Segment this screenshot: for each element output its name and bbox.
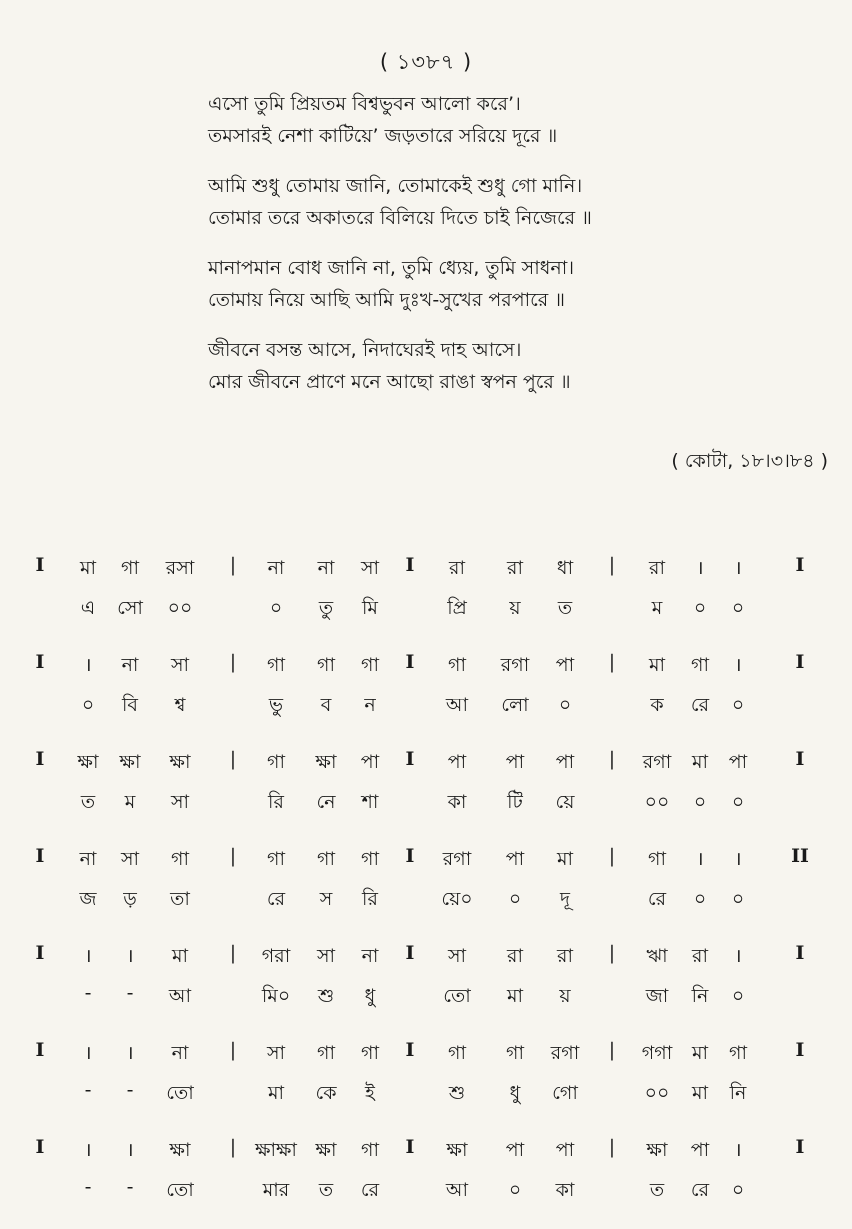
end-barline: I xyxy=(795,1136,805,1158)
swara-note: গা xyxy=(691,654,709,676)
lyric-syllable: ত xyxy=(318,1179,334,1201)
swara-note: গা xyxy=(361,848,379,870)
barline: | xyxy=(229,1136,237,1158)
lyric-syllable: ০ xyxy=(269,597,283,619)
lyric-syllable: মা xyxy=(691,1082,709,1104)
swara-note: । xyxy=(696,848,704,870)
swara-note: মা xyxy=(648,654,666,676)
lyric-line: মোর জীবনে প্রাণে মনে আছো রাঙা স্বপন পুরে ॥ xyxy=(208,371,571,393)
swara-note: । xyxy=(84,945,92,967)
lyric-syllable: নে xyxy=(316,791,336,813)
lyric-syllable: ০ xyxy=(693,888,707,910)
swara-note: । xyxy=(126,1139,134,1161)
swara-note: মা xyxy=(691,1042,709,1064)
swara-note: রগা xyxy=(550,1042,580,1064)
start-barline: I xyxy=(35,1136,45,1158)
lyric-syllable: - xyxy=(126,982,134,1004)
end-barline: I xyxy=(795,748,805,770)
lyric-syllable: - xyxy=(84,1176,92,1198)
lyric-syllable: য়ে০ xyxy=(441,888,473,910)
source-note: ( কোটা, ১৮।৩।৮৪ ) xyxy=(671,450,828,472)
swara-note: সা xyxy=(120,848,140,870)
lyric-line: জীবনে বসন্ত আসে, নিদাঘেরই দাহ আসে। xyxy=(208,339,522,361)
lyric-syllable: ০ xyxy=(508,888,522,910)
lyric-syllable: ০ xyxy=(731,985,745,1007)
swara-note: ক্ষা xyxy=(315,751,337,773)
lyric-syllable: প্রি xyxy=(447,597,467,619)
swara-note: না xyxy=(317,557,335,579)
swara-note: । xyxy=(84,1139,92,1161)
notation-row xyxy=(0,548,852,645)
swara-note: গা xyxy=(317,848,335,870)
barline: | xyxy=(229,748,237,770)
lyric-syllable: আ xyxy=(445,1179,469,1201)
swara-note: রা xyxy=(557,945,573,967)
swara-note: ক্ষা xyxy=(169,1139,191,1161)
lyric-syllable: ০ xyxy=(81,694,95,716)
swara-note: । xyxy=(734,945,742,967)
notation-row xyxy=(0,645,852,742)
swara-note: গা xyxy=(317,654,335,676)
swara-note: গা xyxy=(448,1042,466,1064)
swara-note: ধা xyxy=(556,557,574,579)
start-barline: I xyxy=(35,845,45,867)
lyric-syllable: শু xyxy=(317,985,335,1007)
swara-note: না xyxy=(361,945,379,967)
lyric-syllable: - xyxy=(126,1176,134,1198)
lyric-syllable: ধু xyxy=(509,1082,521,1104)
swara-note: সা xyxy=(266,1042,286,1064)
lyric-syllable: শ্ব xyxy=(174,694,186,716)
lyric-line: তোমায় নিয়ে আছি আমি দুঃখ-সুখের পরপারে ॥ xyxy=(208,289,565,311)
swara-note: রগা xyxy=(642,751,672,773)
notation-row xyxy=(0,1033,852,1130)
lyric-syllable: - xyxy=(126,1079,134,1101)
notation-row xyxy=(0,936,852,1033)
swara-note: ঋা xyxy=(646,945,668,967)
lyric-syllable: ০ xyxy=(693,597,707,619)
lyric-syllable: রে xyxy=(647,888,667,910)
lyric-syllable: শা xyxy=(361,791,379,813)
end-barline: I xyxy=(795,554,805,576)
lyric-syllable: ব xyxy=(320,694,332,716)
swara-note: না xyxy=(171,1042,189,1064)
swara-note: ক্ষা xyxy=(446,1139,468,1161)
lyric-syllable: টি xyxy=(507,791,523,813)
lyric-syllable: ০ xyxy=(508,1179,522,1201)
swara-note: পা xyxy=(505,751,525,773)
lyric-syllable: ন xyxy=(364,694,376,716)
swara-note: গা xyxy=(267,848,285,870)
swara-note: গা xyxy=(267,654,285,676)
lyric-syllable: ড় xyxy=(123,888,137,910)
swara-note: । xyxy=(734,654,742,676)
lyric-syllable: লো xyxy=(501,694,529,716)
start-barline: I xyxy=(35,748,45,770)
swara-note: না xyxy=(79,848,97,870)
lyric-syllable: তু xyxy=(318,597,334,619)
swara-note: পা xyxy=(505,1139,525,1161)
lyric-syllable: তা xyxy=(170,888,190,910)
swara-note: । xyxy=(126,1042,134,1064)
barline: | xyxy=(608,651,616,673)
barline: I xyxy=(405,1136,415,1158)
end-barline: II xyxy=(791,845,809,867)
lyric-syllable: য়ে xyxy=(555,791,575,813)
lyric-syllable: ০০ xyxy=(644,1082,670,1104)
swara-note: । xyxy=(84,654,92,676)
swara-note: গা xyxy=(448,654,466,676)
swara-note: মা xyxy=(556,848,574,870)
swara-note: পা xyxy=(555,1139,575,1161)
lyric-syllable: ০ xyxy=(693,791,707,813)
lyric-syllable: ই xyxy=(365,1082,375,1104)
swara-note: পা xyxy=(728,751,748,773)
swara-note: রগা xyxy=(500,654,530,676)
swara-note: গা xyxy=(648,848,666,870)
lyric-syllable: আ xyxy=(445,694,469,716)
end-barline: I xyxy=(795,651,805,673)
swara-note: গা xyxy=(361,1139,379,1161)
lyric-syllable: সা xyxy=(170,791,190,813)
lyric-syllable: দূ xyxy=(560,888,570,910)
lyric-line: আমি শুধু তোমায় জানি, তোমাকেই শুধু গো মানি। xyxy=(208,175,583,197)
swara-note: পা xyxy=(447,751,467,773)
swara-note: । xyxy=(734,848,742,870)
barline: I xyxy=(405,748,415,770)
swara-note: রসা xyxy=(165,557,195,579)
swara-note: । xyxy=(734,1139,742,1161)
swara-note: সা xyxy=(316,945,336,967)
swara-note: না xyxy=(267,557,285,579)
lyric-line: তমসারই নেশা কাটিয়ে’ জড়তারে সরিয়ে দূরে ॥ xyxy=(208,125,558,147)
lyric-syllable: রে xyxy=(690,694,710,716)
lyric-syllable: ক xyxy=(650,694,664,716)
lyric-syllable: এ xyxy=(80,597,96,619)
swara-note: গা xyxy=(267,751,285,773)
barline: | xyxy=(608,1039,616,1061)
barline: I xyxy=(405,845,415,867)
lyric-syllable: ০ xyxy=(558,694,572,716)
notation-row xyxy=(0,1130,852,1227)
swara-note: ক্ষা xyxy=(315,1139,337,1161)
barline: I xyxy=(405,1039,415,1061)
lyric-syllable: রে xyxy=(266,888,286,910)
end-barline: I xyxy=(795,1039,805,1061)
barline: | xyxy=(229,651,237,673)
lyric-syllable: কা xyxy=(447,791,467,813)
lyric-syllable: তো xyxy=(166,1179,194,1201)
lyric-syllable: ত xyxy=(557,597,573,619)
swara-note: মা xyxy=(171,945,189,967)
swara-note: গা xyxy=(361,654,379,676)
swara-note: পা xyxy=(555,751,575,773)
swara-note: রা xyxy=(692,945,708,967)
swara-note: গা xyxy=(121,557,139,579)
swara-note: পা xyxy=(690,1139,710,1161)
swara-note: পা xyxy=(505,848,525,870)
lyric-syllable: কা xyxy=(555,1179,575,1201)
swara-note: গা xyxy=(361,1042,379,1064)
lyric-syllable: ভু xyxy=(268,694,284,716)
lyric-syllable: ০ xyxy=(731,597,745,619)
swara-note: ক্ষা xyxy=(169,751,191,773)
lyric-line: এসো তুমি প্রিয়তম বিশ্বভুবন আলো করে’। xyxy=(208,93,521,115)
swara-note: রা xyxy=(449,557,465,579)
barline: | xyxy=(608,554,616,576)
barline: I xyxy=(405,554,415,576)
lyric-syllable: মি০ xyxy=(261,985,291,1007)
lyric-syllable: সো xyxy=(117,597,143,619)
swara-note: ক্ষাক্ষা xyxy=(255,1139,297,1161)
start-barline: I xyxy=(35,554,45,576)
swara-note: । xyxy=(696,557,704,579)
lyric-syllable: মা xyxy=(267,1082,285,1104)
swara-note: মা xyxy=(79,557,97,579)
lyric-syllable: মা xyxy=(506,985,524,1007)
lyric-syllable: মার xyxy=(262,1179,290,1201)
lyric-syllable: য় xyxy=(559,985,571,1007)
lyric-syllable: বি xyxy=(121,694,139,716)
lyric-syllable: স xyxy=(319,888,333,910)
lyric-syllable: ০ xyxy=(731,694,745,716)
swara-note: গা xyxy=(729,1042,747,1064)
barline: | xyxy=(229,554,237,576)
swara-note: গা xyxy=(317,1042,335,1064)
barline: | xyxy=(608,1136,616,1158)
swaralipi-notation xyxy=(0,548,852,1227)
swara-note: না xyxy=(121,654,139,676)
lyric-syllable: গো xyxy=(552,1082,578,1104)
lyric-syllable: - xyxy=(84,1079,92,1101)
lyric-syllable: মি xyxy=(362,597,378,619)
lyric-syllable: - xyxy=(84,982,92,1004)
lyric-syllable: রি xyxy=(268,791,284,813)
swara-note: গগা xyxy=(641,1042,673,1064)
swara-note: ক্ষা xyxy=(646,1139,668,1161)
lyric-syllable: ০ xyxy=(731,888,745,910)
lyric-syllable: শু xyxy=(448,1082,466,1104)
lyric-syllable: ০০ xyxy=(167,597,193,619)
barline: | xyxy=(608,942,616,964)
barline: I xyxy=(405,942,415,964)
lyric-syllable: তো xyxy=(443,985,471,1007)
swara-note: রা xyxy=(649,557,665,579)
barline: | xyxy=(229,1039,237,1061)
swara-note: সা xyxy=(170,654,190,676)
lyric-syllable: রে xyxy=(360,1179,380,1201)
page-title: ( ১৩৮৭ ) xyxy=(379,50,473,74)
swara-note: গরা xyxy=(261,945,291,967)
swara-note: সা xyxy=(447,945,467,967)
barline: | xyxy=(608,845,616,867)
lyric-syllable: নি xyxy=(729,1082,747,1104)
lyric-syllable: তো xyxy=(166,1082,194,1104)
swara-note: ক্ষা xyxy=(119,751,141,773)
end-barline: I xyxy=(795,942,805,964)
swara-note: । xyxy=(126,945,134,967)
lyric-syllable: ধু xyxy=(364,985,376,1007)
swara-note: । xyxy=(84,1042,92,1064)
song-lyrics xyxy=(208,88,808,416)
lyric-syllable: রি xyxy=(362,888,378,910)
swara-note: রগা xyxy=(442,848,472,870)
barline: | xyxy=(229,942,237,964)
swara-note: গা xyxy=(506,1042,524,1064)
lyric-syllable: জ xyxy=(79,888,97,910)
barline: | xyxy=(229,845,237,867)
start-barline: I xyxy=(35,651,45,673)
lyric-syllable: ০০ xyxy=(644,791,670,813)
lyric-syllable: আ xyxy=(168,985,192,1007)
lyric-syllable: ত xyxy=(649,1179,665,1201)
start-barline: I xyxy=(35,1039,45,1061)
swara-note: রা xyxy=(507,557,523,579)
swara-note: সা xyxy=(360,557,380,579)
swara-note: রা xyxy=(507,945,523,967)
lyric-line: মানাপমান বোধ জানি না, তুমি ধ্যেয়, তুমি সাধনা। xyxy=(208,257,575,279)
swara-note: মা xyxy=(691,751,709,773)
stanza xyxy=(208,252,808,316)
notation-row xyxy=(0,839,852,936)
swara-note: গা xyxy=(171,848,189,870)
lyric-syllable: ত xyxy=(80,791,96,813)
lyric-syllable: ০ xyxy=(731,791,745,813)
lyric-syllable: জা xyxy=(645,985,669,1007)
lyric-syllable: য় xyxy=(509,597,521,619)
barline: | xyxy=(608,748,616,770)
barline: I xyxy=(405,651,415,673)
stanza xyxy=(208,170,808,234)
lyric-syllable: রে xyxy=(690,1179,710,1201)
lyric-syllable: কে xyxy=(315,1082,337,1104)
lyric-syllable: ম xyxy=(651,597,663,619)
start-barline: I xyxy=(35,942,45,964)
lyric-syllable: ম xyxy=(124,791,136,813)
swara-note: পা xyxy=(555,654,575,676)
notation-row xyxy=(0,742,852,839)
lyric-syllable: নি xyxy=(691,985,709,1007)
swara-note: ক্ষা xyxy=(77,751,99,773)
lyric-syllable: ০ xyxy=(731,1179,745,1201)
swara-note: । xyxy=(734,557,742,579)
swara-note: পা xyxy=(360,751,380,773)
stanza xyxy=(208,334,808,398)
lyric-line: তোমার তরে অকাতরে বিলিয়ে দিতে চাই নিজেরে ॥ xyxy=(208,207,592,229)
stanza xyxy=(208,88,808,152)
